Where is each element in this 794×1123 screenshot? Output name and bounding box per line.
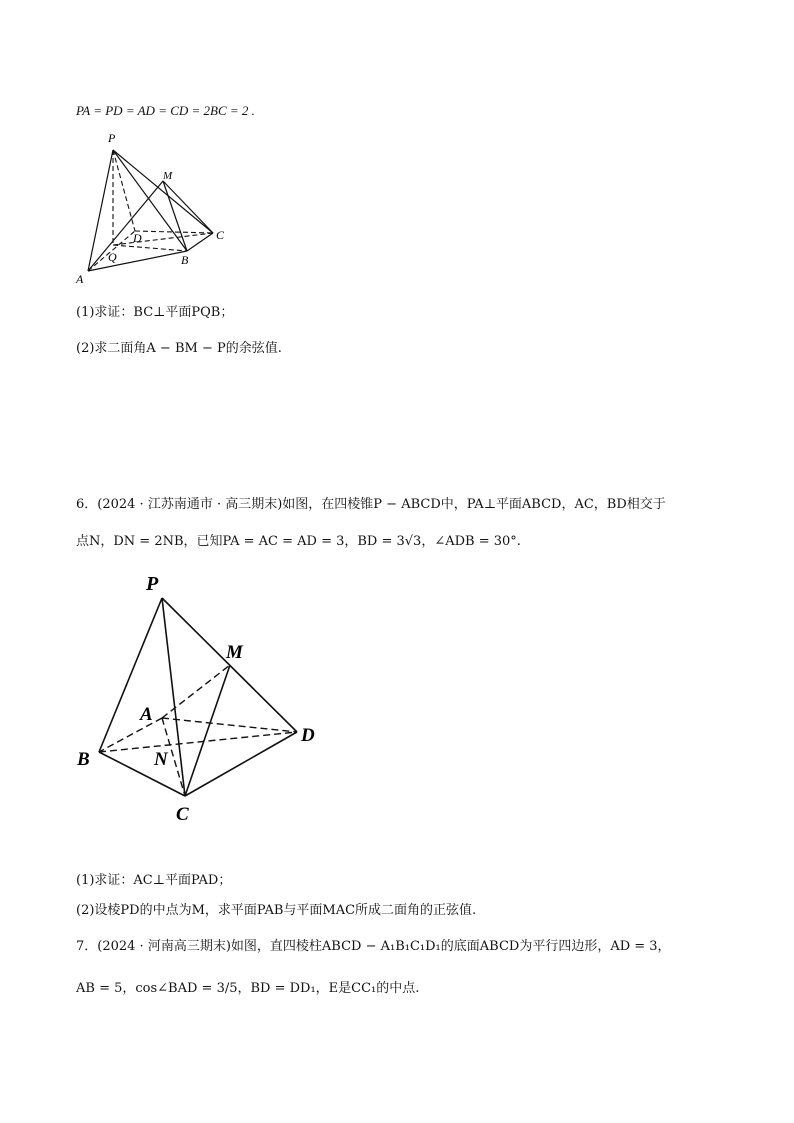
- q7-line1: 7．(2024 · 河南高三期末)如图，直四棱柱ABCD − A₁B₁C₁D₁的底面ABCD为平行四边形，AD = 3，: [76, 939, 671, 954]
- label-P: P: [146, 573, 159, 595]
- q6-part2: (2)设棱PD的中点为M，求平面PAB与平面MAC所成二面角的正弦值.: [76, 903, 477, 918]
- label-M: M: [226, 642, 243, 663]
- q5-pyramid-figure: [70, 130, 270, 290]
- label-A: A: [140, 704, 153, 725]
- label-C: C: [176, 804, 189, 825]
- label-D: D: [133, 231, 142, 245]
- label-B: B: [181, 253, 189, 267]
- q6-line1: 6．(2024 · 江苏南通市 · 高三期末)如图，在四棱锥P − ABCD中，PA⊥平面ABCD，AC，BD相交于: [76, 497, 666, 512]
- label-A: A: [76, 272, 84, 286]
- label-Q: Q: [108, 250, 117, 264]
- q6-pyramid-figure: [70, 568, 330, 828]
- q5-part1: (1)求证：BC⊥平面PQB；: [76, 305, 234, 320]
- label-N: N: [154, 749, 168, 770]
- label-B: B: [77, 749, 90, 770]
- label-C: C: [216, 228, 225, 242]
- q6-line2: 点N，DN = 2NB，已知PA = AC = AD = 3，BD = 3√3，∠ADB = 30°.: [76, 534, 521, 549]
- q6-part1: (1)求证：AC⊥平面PAD；: [76, 873, 232, 888]
- label-D: D: [301, 725, 315, 746]
- q7-line2: AB = 5，cos∠BAD = 3/5，BD = DD₁，E是CC₁的中点.: [76, 981, 420, 996]
- q5-given: PA = PD = AD = CD = 2BC = 2 .: [76, 103, 255, 118]
- label-P: P: [108, 131, 116, 145]
- label-M: M: [163, 170, 173, 182]
- q5-part2: (2)求二面角A − BM − P的余弦值.: [76, 341, 282, 356]
